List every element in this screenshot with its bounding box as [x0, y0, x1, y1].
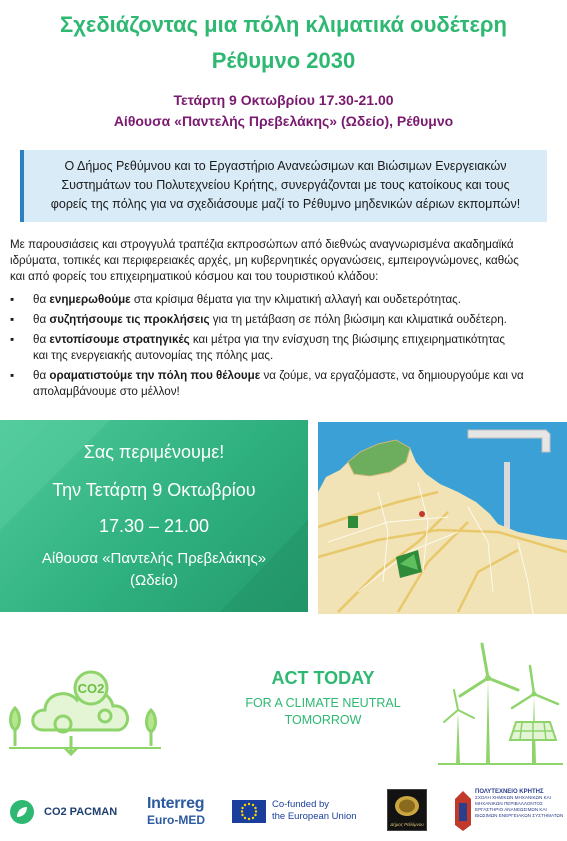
- invitation-date: Την Τετάρτη 9 Οκτωβρίου: [52, 480, 256, 500]
- page-subtitle-city-year: Ρέθυμνο 2030: [211, 48, 356, 73]
- interreg-logo: Interreg Euro-MED: [147, 795, 205, 827]
- co2-pacman-label: CO2 PACMAN: [44, 806, 118, 818]
- invitation-venue-note: (Ωδείο): [130, 572, 178, 589]
- intro-line: και από φορείς του επιχειρηματικού κόσμου και του τουριστικού κλάδου:: [10, 270, 379, 283]
- wind-solar-illustration: [438, 640, 563, 765]
- goal-keyword: εντοπίσουμε στρατηγικές: [49, 333, 190, 346]
- city-map: [318, 422, 567, 614]
- svg-text:CO2: CO2: [77, 681, 105, 696]
- rethymno-municipality-logo: Δήμος Ρεθύμνου: [387, 789, 427, 831]
- invitation-greeting: Σας περιμένουμε!: [83, 442, 225, 462]
- intro-paragraph: [10, 237, 560, 285]
- bullet-icon: ▪: [10, 369, 15, 382]
- goals-list: [10, 292, 560, 404]
- announcement-line: φορείς της πόλης για να σχεδιάσουμε μαζί το Ρέθυμνο μηδενικών αέριων εκπομπών!: [50, 197, 521, 211]
- technical-university-crete-logo: ΠΟΛΥΤΕΧΝΕΙΟ ΚΡΗΤΗΣ ΣΧΟΛΗ ΧΗΜΙΚΩΝ ΜΗΧΑΝΙΚΩΝ ΚΑΙ ΜΗΧΑΝΙΚΩΝ ΠΕΡΙΒΑΛΛΟΝΤΟΣ ΕΡΓΑΣΤΗΡΙΟ ΑΝΑΝΕΩΣΙΜΩΝ ΚΑΙ ΒΙΩΣΙΜΩΝ ΕΝΕΡΓΕΙΑΚΩΝ ΣΥΣΤΗΜΑΤΩΝ: [453, 787, 565, 837]
- page-title: Σχεδιάζοντας μια πόλη κλιματικά ουδέτερη: [60, 12, 507, 37]
- bullet-icon: ▪: [10, 313, 15, 326]
- co2-cloud-icon: [5, 660, 165, 760]
- act-today-title: ACT TODAY: [271, 668, 375, 688]
- municipality-emblem-icon: [388, 793, 426, 823]
- partner-logos: [0, 783, 567, 841]
- intro-line: Με παρουσιάσεις και στρογγυλά τραπέζια εκπροσώπων από διεθνώς αναγνωρισμένα ακαδημαϊκά: [10, 238, 514, 251]
- bullet-icon: ▪: [10, 293, 15, 306]
- announcement-line: Ο Δήμος Ρεθύμνου και το Εργαστήριο Ανανεώσιμων και Βιώσιμων Ενεργειακών: [64, 159, 507, 173]
- invitation-time: 17.30 – 21.00: [98, 516, 210, 536]
- eu-flag-icon: [232, 800, 266, 823]
- co2-pacman-logo: [10, 800, 117, 824]
- event-venue: Αίθουσα «Παντελής Πρεβελάκης» (Ωδείο), Ρέθυμνο: [113, 113, 454, 129]
- goal-item: ▪ θα οραματιστούμε την πόλη που θέλουμε να ζούμε, να εργαζόμαστε, να δημιουργούμε και να απολαμβάνουμε στο μέλλον!: [10, 369, 524, 398]
- goal-item: ▪ θα ενημερωθούμε στα κρίσιμα θέματα για την κλιματική αλλαγή και ουδετερότητας.: [10, 293, 461, 306]
- goal-keyword: ενημερωθούμε: [49, 293, 131, 306]
- announcement-line: Συστημάτων του Πολυτεχνείου Κρήτης, συνεργάζονται με τους κατοίκους και τους: [61, 178, 510, 192]
- city-map-image: [318, 422, 567, 614]
- bullet-icon: ▪: [10, 333, 15, 346]
- co2-cloud-illustration: [5, 660, 165, 760]
- event-date: Τετάρτη 9 Οκτωβρίου 17.30-21.00: [173, 92, 394, 108]
- act-today-block: [218, 668, 428, 729]
- leaf-icon: [10, 800, 34, 824]
- intro-line: ιδρύματα, τοπικές και περιφερειακές αρχές, μη κυβερνητικές οργανώσεις, εμπειρογνώμονες, καθώς: [10, 254, 519, 267]
- goal-keyword: συζητήσουμε τις προκλήσεις: [49, 313, 210, 326]
- invitation-panel: [0, 420, 308, 612]
- wind-turbine-icon: [438, 640, 563, 765]
- invitation-venue: Αίθουσα «Παντελής Πρεβελάκης»: [41, 550, 267, 567]
- goal-item: ▪ θα εντοπίσουμε στρατηγικές και μέτρα για την ενίσχυση της βιώσιμης επιχειρηματικότητας και της ενεργειακής αυτονομίας της πόλης μας.: [10, 333, 505, 362]
- goal-item: ▪ θα συζητήσουμε τις προκλήσεις για τη μετάβαση σε πόλη βιώσιμη και κλιματικά ουδέτερη.: [10, 313, 507, 326]
- eu-cofunded-logo: Co-funded by the European Union: [232, 799, 357, 823]
- announcement-box: [20, 150, 547, 222]
- university-emblem-icon: [453, 789, 473, 833]
- goal-keyword: οραματιστούμε την πόλη που θέλουμε: [49, 369, 261, 382]
- act-today-subtitle: FOR A CLIMATE NEUTRAL TOMORROW: [245, 696, 401, 727]
